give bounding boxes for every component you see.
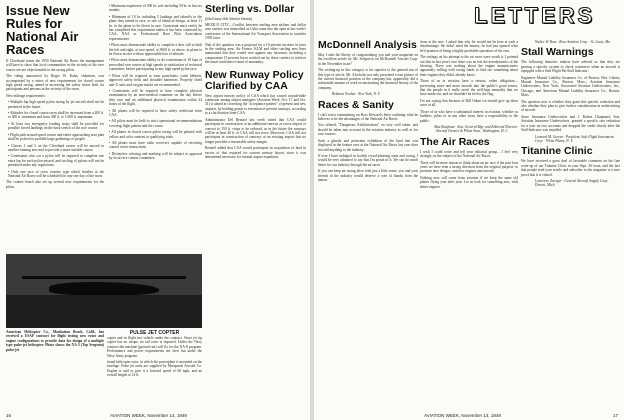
paragraph: Nothing now will come from aviation if we keep the same old planes flying year after year. Let us look for something new, with better engines.	[420, 175, 518, 189]
paragraph: Such a ghastly and persistent exhibition of the kind that was displayed in the feature race at the National Air Races last year does not add anything to the industry.	[318, 138, 418, 152]
headline-mcdonnell: McDonnell Analysis	[318, 39, 417, 51]
air-races-body	[420, 150, 518, 189]
paragraph: • At least two emergency landing strips shall be provided for possible forced landings on the back stretch of the race course.	[8, 121, 104, 131]
right-folio: 17	[612, 413, 618, 418]
paragraph: We have received a great deal of favorable comment on the fine write-up of our Titanine Clinic in your Sept. 26 issue, and the fact that people read your article and subscribe to the magazine is a sure proof that it is valued.	[521, 159, 620, 177]
left-col-2	[107, 0, 202, 163]
photo-helicopter	[49, 282, 159, 295]
left-page	[0, 0, 310, 420]
paragraph: Since Insurance Underwriters and J. Robert Chapman's Son, Aviation Insurance Underwriters, granted a specific rate reduction for a year on two accounts and dropped the credit shortly after the Stall Indicator was installed.	[521, 114, 620, 133]
paragraph: • All planes must have radio receivers capable of receiving control tower instructions.	[109, 140, 202, 150]
paragraph: • Minimum of 10 hr. including 5 landings and takeoffs in the plane they intend to race, or one of identical design, at least 11 hr. in the plane to be flown in race. Contestant must certify he has completed this requirement unless it has been witnessed by CAA, NAA or Professional Race Pilot Association representative.	[109, 14, 202, 41]
photo-caption-body	[107, 336, 202, 378]
right-col-2	[420, 0, 518, 191]
paragraph: • Only one race of cross country type which finishes at the National Air Races will be scheduled for any one day of the races.	[8, 169, 104, 178]
stall-signature: Leonard M. Greene · President, Safe Flight Instrument Corp. · White Plains, N. Y.	[535, 134, 614, 143]
paragraph: • Classes 1 and 2 on the Cleveland course will be moved to another training area and to provide a more suitable course.	[8, 143, 104, 152]
right-col-3	[521, 0, 620, 191]
left-col-1	[6, 0, 104, 191]
right-col-2-body	[420, 40, 518, 123]
paragraph: I can't resist commenting on Boss Howard's letter outlining what he believes to be the advantages of the National Air Races.	[318, 112, 418, 122]
paragraph: • Distinctive coloring and marking will be subject to approval by local race contest committee.	[109, 151, 202, 161]
paragraph: • Pilots will be required to wear parachutes, crash helmets, approved safety belts and shoulder harnesses. Properly fitted anti-G suits and oxygen masks are recommended.	[109, 73, 202, 87]
photo-intro: American Helicopter Co., Manhattan Beach, Calif., has received a USAF contract for flight testing new rotor and engine configurations to provide data for design of a multiple type pulse-jet helicopter. Photo shows the XA-5 (Top Sergeant) pulse-jet	[6, 330, 104, 352]
paragraph: You offered, "Dangerous Exhibitionism" on very well taken, and should be taken into account in the aviation industry as well as for race courses.	[318, 123, 418, 137]
photo-caption-col	[107, 330, 202, 380]
left-footer: AVIATION WEEK, November 14, 1949	[110, 413, 187, 418]
paragraph: • Multiple lap high speed pylon racing by jet aircraft shall not be permitted in the future.	[8, 100, 104, 109]
right-page	[314, 0, 624, 420]
paragraph: • All planes in closed course pylon racing will be painted with yellow and color contrast in qualifying trials.	[109, 130, 202, 139]
issue-rules-body-continued	[107, 4, 202, 161]
headline-issue-rules: Issue New Rules for National Air Races	[6, 3, 79, 57]
paragraph: I wish I could write and tell your editorial group... I feel very strongly on the subject of the National Air Races.	[420, 149, 518, 159]
paragraph: • All planes will be required to have safety certificate from CAA.	[109, 108, 202, 117]
paragraph: • Pilots must demonstrate ability to complete a dive still to both the left and right, at race speed, at 5000 ft. or above, in plane to be flown in race with no appreciable loss of altitude.	[109, 43, 202, 57]
headline-stall-warnings: Stall Warnings	[521, 46, 594, 59]
titanine-body	[521, 159, 620, 177]
paragraph: • Contestants who cut a pylon will be required to complete one extra lap for each pylon missed, and circling of pylons will not be permitted under any regulations.	[8, 154, 104, 168]
sterling-body	[205, 23, 306, 65]
paragraph: New airport runway policy of CAA which has caused considerable confusion among airport managers (Aviation Week, Oct. 17 and Oct. 31) is aimed at correcting the "acceptance pattern" of present and new airports, by holding grants to extension of present runways, according to a clarification from CAA.	[205, 93, 306, 116]
letters-masthead: LETTERS	[474, 3, 596, 28]
photo-caption-title: PULSE JET COPTER	[129, 330, 180, 336]
mcdonnell-body	[318, 53, 418, 90]
paragraph: The writing-up in this category is far superior to the general run of this type of article. Mr. Alcoholic not only presented a true picture of the current financial position of the company but, apparently, did a substantial amount of work reconstructing the financial history of the company.	[318, 68, 418, 90]
paragraph: Rentzel added that CAA would participate in acquisition of land in excess of that required for current runway layout, since it was determined necessary for normal airport expansion.	[205, 146, 306, 159]
headline-the-air-races: The Air Races	[420, 135, 490, 148]
sterling-byline: (McGraw-Hill World News)	[205, 16, 253, 21]
paragraph: If ever I have indulged in foolish crowd-pleasing stunt and racing, I would be very ashamed to say that I'm proud of it. We can do much better for our industry through the air races.	[318, 153, 418, 167]
paragraph: copter and in flight test vehicle under the contract. Since jet tip copter has no torque, no tail rotor is required. Under the Navy contract the machine (ground run) will fly for the XA-8 program. Performance and power requirements are slow but under the Navy Army program.	[107, 336, 202, 358]
runway-body	[205, 94, 306, 160]
paragraph: • Minimum experience of 500 hr. solo including 50 hr. in last six months.	[109, 4, 202, 13]
mcdonnell-signature: Belmont Towbin · New York, N. Y.	[332, 92, 381, 97]
photo-intro-col	[6, 330, 104, 354]
paragraph: New mileage requirements:	[6, 93, 46, 98]
paragraph: There will be more reason to think about an air race if the past four years we have seen a strong direction from the original purpose, to promote new designs, and new engines and aircraft.	[420, 160, 518, 174]
paragraph: The contest board also set up several new requirements for the pilots.	[6, 180, 104, 189]
paragraph: Administrator Del Rentzel last week stated that CAA would participate in construction of an additional runway at a new airport or convert to 150 ft. strips to be reduced, as in the future the runways will be at least 40 ft. or CAA will not serve. Moreover, CAA will not participate in construction of runways at an existing airport that no longer provides a reasonable safety margin.	[205, 117, 306, 144]
paragraph: Those of us who have a substantial interest in aviation, whether as builders, pilots or in any other form, have a responsibility to the public.	[420, 109, 518, 123]
right-col-2-signature: Walter W. Ross · Ross Aviation Corp. · St. Louis, Mo.	[535, 40, 611, 44]
paragraph: MEXICO CITY—Conflict between sterling area airlines and dollar area carriers was intensified as Cuba came into the open at last week's conference of the International Air Transport Association to consider 1950 fares.	[205, 23, 306, 41]
paragraph: • Contestants will be required to have complete physical examination by an aero-medical examiner on the day before they race and an additional physical examination within 24 hours of the flight.	[109, 88, 202, 107]
paragraph: The following domestic makers have advised us that they are gearing a specific system to check commerce when an aircraft is equipped with a Safe Flight Pat Stall Indicator:	[521, 60, 620, 74]
paragraph: • Altitudes for closed course races shall be increased from a 200 ft. to 500 ft. minimum and from 300 ft. to 1,000 ft. maximum.	[8, 111, 104, 120]
headline-runway-policy: New Runway Policy Clarified by CAA	[205, 68, 304, 92]
paragraph: The ruling announced by Roger W. Kahn, chairman, was accompanied by a series of new requirements for closed course high speed racing, aimed at increasing the safety factor both for participants and persons in the vicinity of the races.	[6, 74, 104, 92]
paragraph: tional helicopter rotor, in which the powerplant is mounted on the fuselage. Pulse jet units are supplied by Marquardt Aircraft Co. Engine is said to give it a forward speed of 60 mph, and an overall length of 14 ft.	[107, 360, 202, 378]
paragraph: May I take the liberty of congratulating you and your magazine on the excellent article by Mr. Sedgwick on McDonnell Aircraft Corp. in the November issue?	[318, 53, 418, 66]
left-col-3	[205, 0, 306, 161]
paragraph: The question now is whether they grant this specific reduction and also whether they plan to give further consideration in underwriting of aircraft.	[521, 99, 620, 113]
paragraph: • Flight path around speed course and entire approaching area plan shall be policed to prohibit large gatherings of people.	[8, 132, 104, 142]
headline-races-sanity: Races & Sanity	[318, 98, 394, 111]
paragraph: I'm not saying that because of Bill Odom we should give up these races at all.	[420, 98, 518, 108]
issue-rules-body	[6, 59, 104, 189]
paragraph: If Cleveland wants the 1950 National Air Races the management will have to show that local communities in the vicinity of the race course are not objectionable to the racing pilots.	[6, 59, 104, 72]
paragraph: The settings on his attempt to the air races were worth it. I pointed out that in last year's race there was no test the aerodynamics of the blowing. There was nothing about the engine manufacturers apparently willing with racing funds to find out something about their engines they didn't already know.	[420, 55, 518, 77]
pulse-jet-copter-photo	[6, 254, 202, 328]
right-footer: AVIATION WEEK, November 14, 1949	[424, 413, 501, 418]
races-sanity-body	[318, 113, 418, 183]
paragraph: • All pilots must be held to strict operational recommendations covering flight pattern and the course.	[109, 119, 202, 128]
photo-rotor	[22, 276, 187, 279]
headline-sterling: Sterling vs. Dollar	[205, 3, 295, 15]
left-folio: 16	[6, 413, 12, 418]
paragraph: Engineers Mutual Liability Insurance Co. of Boston; Wes. Liberty Mutual Insurance Co., Boston, Mass.; Aviation Insurance Underwriters, New York; Associated Aviation Underwriters, Inc., Chicago; and American Mutual Liability Insurance Co., Boston, Mass.	[521, 75, 620, 98]
paragraph: • Pilots must demonstrate ability to do a minimum of 10 laps of prescribed race course at high speeds to satisfaction of technical committee, before participating in any high speed pylon race.	[109, 58, 202, 72]
paragraph: tions at the race. I asked him why he would not be here at such a disadvantage. He didn't need the money; he had just opened what he'd promise of being a highly profitable operation of his own.	[420, 40, 518, 53]
paragraph: Those of us in aviation have a serious, rather obligation—preventing more and more inroads into the public's good senses, that the people in it really aren't the well-kept mentality that we have made out, and we shouldn't be tied to the flag.	[420, 79, 518, 97]
races-signature: Max Kaufman · Asst. General Mgr. and Editorial Director · Aircraft Owners & Pilots Assn., Washington, D. C.	[434, 124, 518, 134]
paragraph: If you can keep air racing alive with just a little sense, you and your friends in the industry would deserve a vote of thanks from the nation.	[318, 169, 418, 182]
paragraph: Nub of the question was a proposal for a 10 percent increase in fares in the sterling area. Air France, KLM and other sterling area lines maintained that they would vote against any increases, including a compromise 15 percent boost worked out by these carriers to achieve the usual conference round of unanimity.	[205, 42, 306, 65]
headline-titanine-clinic: Titanine Clinic	[521, 145, 593, 158]
titanine-signature: Lawrence Zweiger · General Aircraft Supply Corp. · Detroit, Mich.	[535, 178, 610, 188]
stall-warnings-body	[521, 60, 620, 132]
right-col-1	[318, 0, 418, 184]
